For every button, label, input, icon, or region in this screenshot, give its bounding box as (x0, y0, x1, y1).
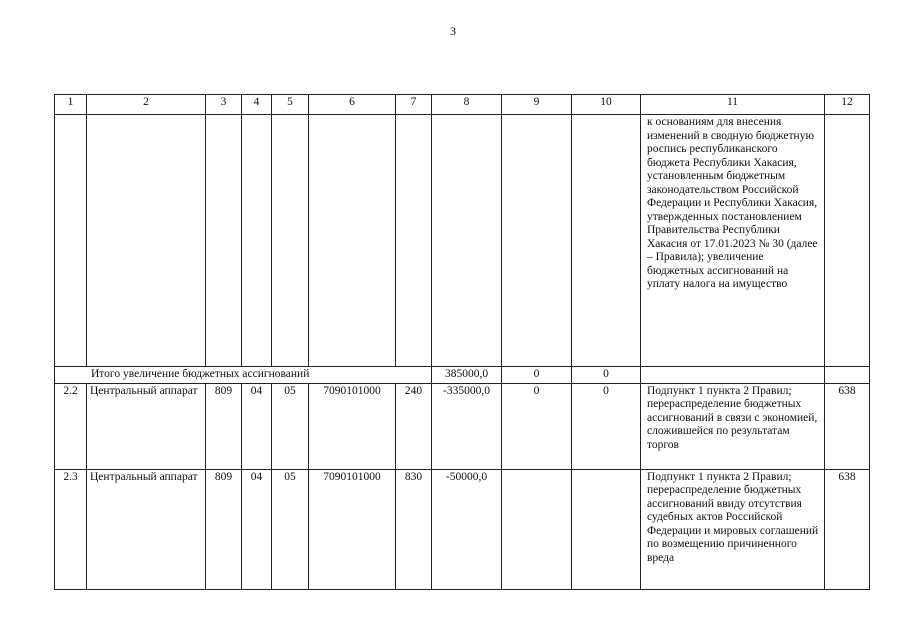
cell-col8: -335000,0 (432, 383, 502, 469)
table-cell (432, 115, 502, 367)
cell-col3: 809 (206, 469, 242, 589)
row-number: 2.2 (55, 383, 87, 469)
total-row (55, 367, 870, 384)
cell-col7: 240 (396, 383, 432, 469)
column-header: 8 (432, 95, 502, 115)
total-col10: 0 (572, 367, 641, 384)
table-cell (87, 115, 206, 367)
table-cell (272, 115, 309, 367)
cell-basis: Подпункт 1 пункта 2 Правил; перераспределение бюджетных ассигнований в связи с экономией, сложившейся по результатам торгов (641, 383, 825, 469)
cell-col9 (502, 469, 572, 589)
basis-text-continuation: к основаниям для внесения изменений в сводную бюджетную роспись республиканского бюджета Республики Хакасия, установленным бюджетным законодательством Российской Федерации и Республики Хакасия, утвержденных постановлением Правительства Республики Хакасия от 17.01.2023 № 30 (далее – Правила); увеличение бюджетных ассигнований на уплату налога на имущество (641, 115, 825, 367)
column-header: 10 (572, 95, 641, 115)
column-header: 1 (55, 95, 87, 115)
table-cell (242, 115, 272, 367)
page-number: 3 (450, 24, 456, 38)
table-cell (206, 115, 242, 367)
cell-col5: 05 (272, 383, 309, 469)
table-row (55, 383, 870, 469)
table-cell (55, 115, 87, 367)
table-cell (396, 115, 432, 367)
total-col9: 0 (502, 367, 572, 384)
column-header: 2 (87, 95, 206, 115)
column-header: 9 (502, 95, 572, 115)
cell-col4: 04 (242, 383, 272, 469)
column-header: 12 (825, 95, 870, 115)
row-name: Центральный аппарат (87, 383, 206, 469)
total-label: Итого увеличение бюджетных ассигнований (55, 367, 432, 384)
table-cell (572, 115, 641, 367)
row-number: 2.3 (55, 469, 87, 589)
table-row (55, 469, 870, 589)
total-col8: 385000,0 (432, 367, 502, 384)
column-header: 6 (309, 95, 396, 115)
cell-col9: 0 (502, 383, 572, 469)
table-cell (502, 115, 572, 367)
header-row (55, 95, 870, 115)
cell-col10: 0 (572, 383, 641, 469)
column-header: 11 (641, 95, 825, 115)
continuation-row (55, 115, 870, 367)
column-header: 7 (396, 95, 432, 115)
column-header: 4 (242, 95, 272, 115)
cell-col5: 05 (272, 469, 309, 589)
column-header: 5 (272, 95, 309, 115)
row-name: Центральный аппарат (87, 469, 206, 589)
table-cell (825, 115, 870, 367)
table-cell (309, 115, 396, 367)
cell-col4: 04 (242, 469, 272, 589)
cell-col3: 809 (206, 383, 242, 469)
cell-col12: 638 (825, 469, 870, 589)
column-header: 3 (206, 95, 242, 115)
table-cell (641, 367, 825, 384)
cell-col6: 7090101000 (309, 383, 396, 469)
budget-table (54, 94, 870, 590)
cell-col12: 638 (825, 383, 870, 469)
cell-col10 (572, 469, 641, 589)
cell-basis: Подпункт 1 пункта 2 Правил; перераспределение бюджетных ассигнований ввиду отсутствия судебных актов Российской Федерации и мировых соглашений по возмещению причиненного вреда (641, 469, 825, 589)
table-cell (825, 367, 870, 384)
cell-col6: 7090101000 (309, 469, 396, 589)
cell-col8: -50000,0 (432, 469, 502, 589)
cell-col7: 830 (396, 469, 432, 589)
